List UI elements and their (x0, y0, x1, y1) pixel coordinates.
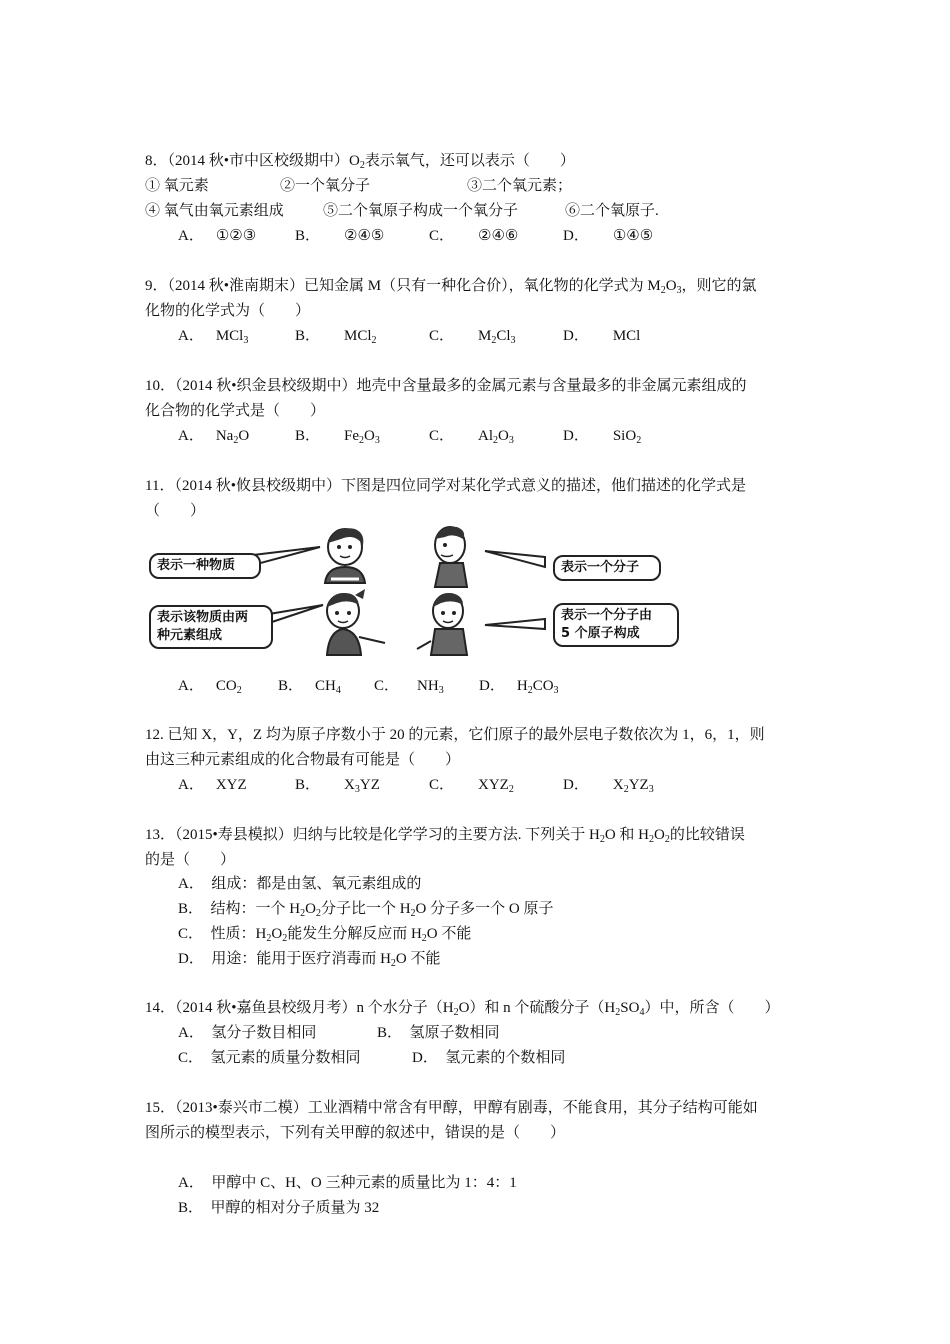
student-boy-icon (435, 527, 467, 587)
q14-option-c[interactable]: C． 氢元素的质量分数相同 (178, 1050, 361, 1066)
q11-option-d[interactable]: D． $H_2CO_3$ (479, 678, 559, 696)
q13-option-c[interactable]: C． 性质：$H_2O_2$能发生分解反应而 $H_2O$ 不能 (178, 926, 472, 944)
q11-options (178, 676, 778, 696)
q13-stem-line2: 的是（ ） (145, 852, 236, 868)
q13-stem-line1: 13．（2015•寿县模拟）归纳与比较是化学学习的主要方法. 下列关于 $H_2O$ 和 $H_2O_2$的比较错误 (145, 827, 745, 845)
q12-options (178, 775, 778, 795)
q14-option-a[interactable]: A． 氢分子数目相同 (178, 1025, 317, 1041)
student-girl-bow-icon (327, 589, 385, 655)
q12-option-c[interactable]: C． $XYZ_2$ (429, 777, 514, 795)
q14-stem: 14．（2014 秋•嘉鱼县校级月考）n 个水分子$(H_2O)$和 n 个硫酸分子$(H_2SO_4)$中，所含（ ） (145, 1000, 780, 1018)
q12-stem-line1: 12. 已知 X，Y，Z 均为原子序数小于 20 的元素，它们原子的最外层电子数依次为 1，6，1，则 (145, 727, 765, 743)
bubble-tail-2 (485, 551, 545, 567)
q11-option-c[interactable]: C． $NH_3$ (374, 678, 444, 696)
q15-option-b[interactable]: B． 甲醇的相对分子质量为 32 (178, 1200, 380, 1216)
q13-option-a[interactable]: A． 组成：都是由氢、氧元素组成的 (178, 876, 422, 892)
q11-option-b[interactable]: B． $CH_4$ (278, 678, 341, 696)
q9-options (178, 326, 778, 346)
q8-option-b[interactable]: B． ②④⑤ (295, 228, 385, 244)
bubble-two-elements: 表示该物质由两 种元素组成 (149, 605, 273, 649)
q14-option-d[interactable]: D． 氢元素的个数相同 (412, 1050, 566, 1066)
student-boy-2-icon (417, 593, 467, 655)
q10-option-a[interactable]: A． $Na_2O$ (178, 428, 250, 446)
q10-option-c[interactable]: C． $Al_2O_3$ (429, 428, 514, 446)
q10-option-d[interactable]: D． SiO$_2$ (563, 428, 642, 446)
q9-option-d[interactable]: D． MCl (563, 328, 641, 344)
q14-option-b[interactable]: B． 氢原子数相同 (377, 1025, 500, 1041)
q12-option-a[interactable]: A． XYZ (178, 777, 247, 793)
q10-stem-line1: 10．（2014 秋•织金县校级期中）地壳中含量最多的金属元素与含量最多的非金属元素组成的 (145, 378, 747, 394)
q10-options (178, 426, 778, 446)
q12-option-b[interactable]: B． $X_3YZ$ (295, 777, 380, 795)
q15-option-a[interactable]: A． 甲醇中 C、H、O 三种元素的质量比为 1：4：1 (178, 1175, 517, 1191)
q9-option-a[interactable]: A． MCl$_3$ (178, 328, 249, 346)
students-figure (145, 525, 675, 665)
q12-stem-line2: 由这三种元素组成的化合物最有可能是（ ） (145, 752, 461, 768)
bubble-one-substance: 表示一种物质 (149, 553, 261, 579)
q11-stem-line1: 11．（2014 秋•攸县校级期中）下图是四位同学对某化学式意义的描述，他们描述的化学式是 (145, 478, 746, 494)
bubble-one-molecule: 表示一个分子 (553, 555, 661, 581)
q13-option-b[interactable]: B． 结构：一个 $H_2O_2$分子比一个 $H_2O$ 分子多一个 O 原子 (178, 901, 554, 919)
q9-option-b[interactable]: B． MCl$_2$ (295, 328, 377, 346)
q10-option-b[interactable]: B． $Fe_2O_3$ (295, 428, 380, 446)
bubble-tail-4 (485, 619, 545, 629)
q8-stem: 8．（2014 秋•市中区校级期中）$O_2$表示氧气，还可以表示（ ） (145, 153, 575, 171)
q8-options (178, 226, 778, 246)
q10-stem-line2: 化合物的化学式是（ ） (145, 403, 326, 419)
q11-stem-line2: （ ） (145, 503, 206, 519)
q8-option-c[interactable]: C． ②④⑥ (429, 228, 519, 244)
q13-option-d[interactable]: D． 用途：能用于医疗消毒而 $H_2O$ 不能 (178, 951, 441, 969)
bubble-five-atoms: 表示一个分子由 5 个原子构成 (553, 603, 679, 647)
q12-option-d[interactable]: D． $X_2YZ_3$ (563, 777, 654, 795)
q15-stem-line1: 15．（2013•泰兴市二模）工业酒精中常含有甲醇，甲醇有剧毒，不能食用，其分子结构可能如 (145, 1100, 758, 1116)
student-girl-icon (325, 528, 365, 583)
q11-option-a[interactable]: A． $CO_2$ (178, 678, 242, 696)
q8-items-row2: ④ 氧气由氧元素组成 ⑤二个氧原子构成一个氧分子 ⑥二个氧原子. (145, 203, 659, 219)
q15-stem-line2: 图所示的模型表示，下列有关甲醇的叙述中，错误的是（ ） (145, 1125, 566, 1141)
q14-options-row2 (178, 1048, 778, 1068)
q8-option-a[interactable]: A． ①②③ (178, 228, 257, 244)
q14-options-row1 (178, 1023, 778, 1043)
q8-items-row1: ① 氧元素 ②一个氧分子 ③二个氧元素； (145, 178, 573, 194)
q9-stem-line2: 化物的化学式为（ ） (145, 303, 311, 319)
q9-option-c[interactable]: C． $M_2Cl_3$ (429, 328, 516, 346)
q9-stem-line1: 9．（2014 秋•淮南期末）已知金属 M（只有一种化合价），氧化物的化学式为 $M_2O_3$，则它的氯 (145, 278, 757, 296)
bubble-tail-1 (253, 547, 320, 565)
q8-option-d[interactable]: D． ①④⑤ (563, 228, 654, 244)
